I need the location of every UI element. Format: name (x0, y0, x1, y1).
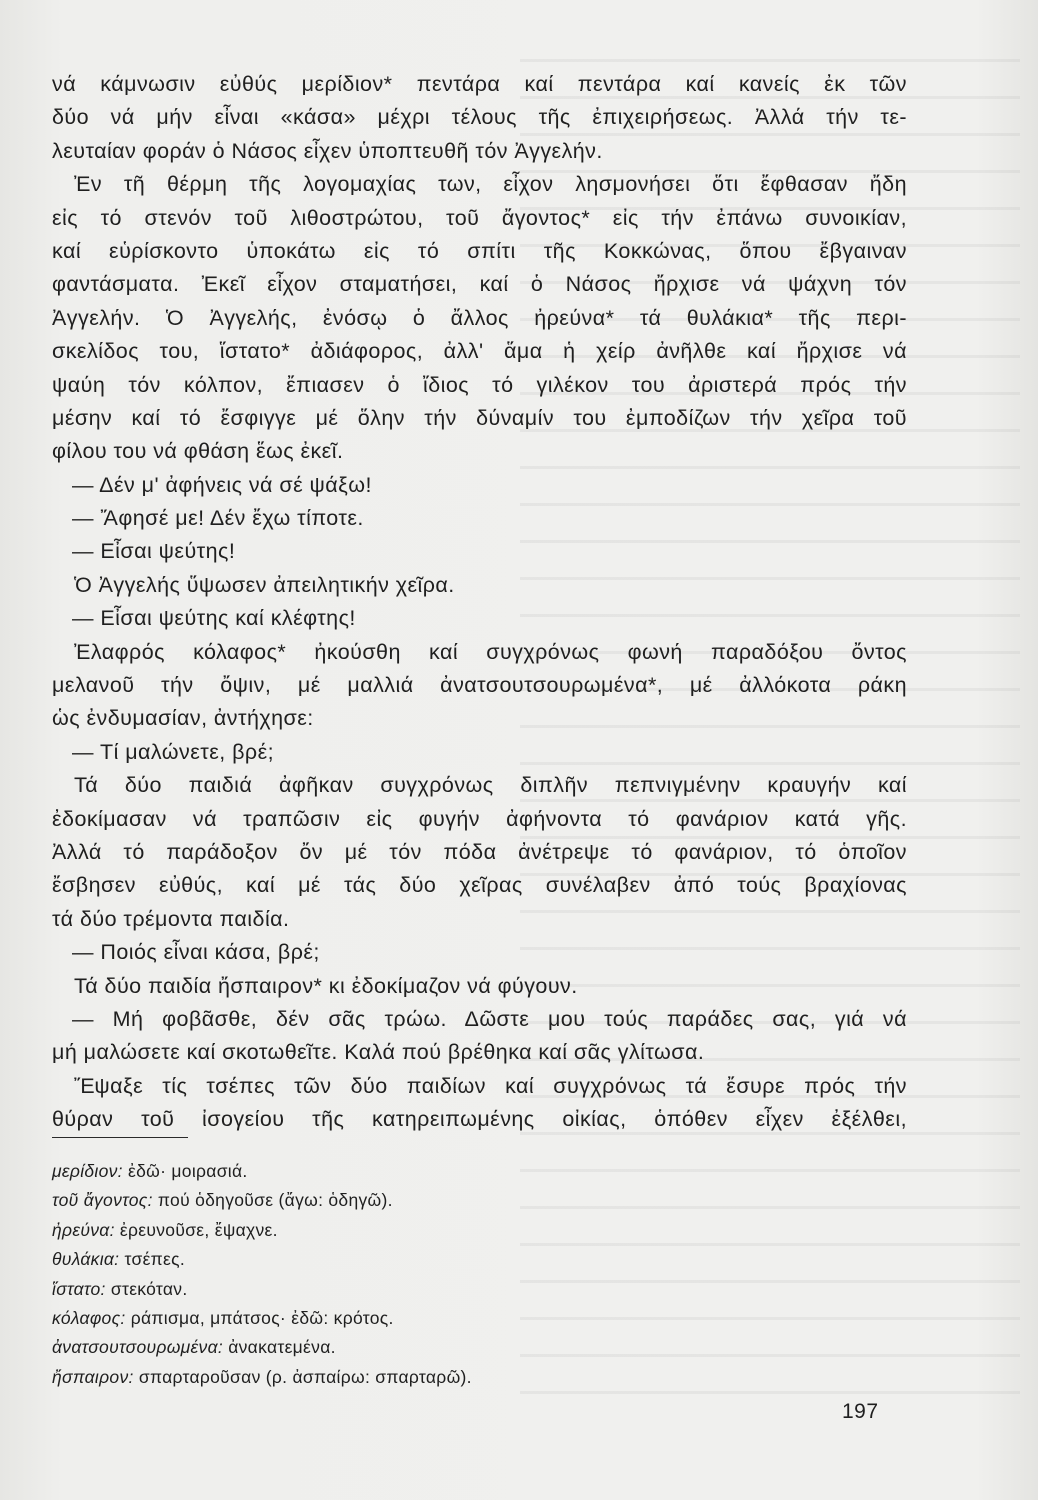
footnote (52, 1304, 752, 1333)
footnote-term: ἵστατο: (52, 1278, 106, 1299)
text-line: ψαύη τόν κόλπον, ἔπιασεν ὁ ἴδιος τό γιλέκον του ἀριστερά πρός τήν (52, 372, 907, 397)
text-line: θύραν τοῦ ἰσογείου τῆς κατηρειπωμένης οἰκίας, ὁπόθεν εἶχεν ἐξέλθει, (52, 1107, 907, 1132)
text-line: σκελίδος του, ἵστατο* ἀδιάφορος, ἀλλ' ἅμα ἡ χείρ ἀνῆλθε καί ἤρχισε νά (52, 339, 907, 364)
text-line: λευταίαν φοράν ὁ Νάσος εἶχεν ὑποπτευθῆ τόν Ἀγγελήν. (52, 138, 603, 163)
footnote-gloss: πού ὁδηγοῦσε (ἄγω: ὁδηγῶ). (157, 1190, 393, 1211)
text-line: εἰς τό στενόν τοῦ λιθοστρώτου, τοῦ ἄγοντος* εἰς τήν ἐπάνω συνοικίαν, (52, 205, 907, 230)
footnote (52, 1333, 752, 1362)
text-line: Τά δύο παιδιά ἀφῆκαν συγχρόνως διπλῆν πεπνιγμένην κραυγήν καί (74, 773, 907, 798)
main-text (52, 68, 907, 1137)
page-number: 197 (842, 1400, 879, 1423)
footnote-gloss: τσέπες. (124, 1249, 186, 1270)
text-line: μέσην καί τό ἔσφιγγε μέ ὅλην τήν δύναμίν του ἐμποδίζων τήν χεῖρα τοῦ (52, 405, 907, 430)
text-line: Ἔψαξε τίς τσέπες τῶν δύο παιδίων καί συγχρόνως τά ἔσυρε πρός τήν (74, 1073, 907, 1098)
text-line: μελανοῦ τήν ὄψιν, μέ μαλλιά ἀνατσουτσουρωμένα*, μέ ἀλλόκοτα ράκη (52, 673, 907, 698)
text-line: ἔσβησεν εὐθύς, καί μέ τάς δύο χεῖρας συνέλαβεν ἀπό τούς βραχίονας (52, 873, 907, 898)
footnote-term: ἠρεύνα: (52, 1219, 115, 1240)
text-line: δύο νά μήν εἶναι «κάσα» μέχρι τέλους τῆς ἐπιχειρήσεως. Ἀλλά τήν τε- (52, 105, 907, 130)
footnote-gloss: ράπισμα, μπάτσος· ἐδῶ: κρότος. (130, 1307, 394, 1328)
footnote-term: μερίδιον: (52, 1161, 123, 1181)
footnote (52, 1363, 752, 1392)
footnote (52, 1216, 752, 1245)
text-line: Τά δύο παιδία ἤσπαιρον* κι ἐδοκίμαζον νά φύγουν. (74, 973, 578, 998)
text-line: ἐδοκίμασαν νά τραπῶσιν εἰς φυγήν ἀφήνοντα τό φανάριον κατά γῆς. (52, 806, 907, 831)
text-line: Ἀγγελήν. Ὁ Ἀγγελής, ἐνόσῳ ὁ ἄλλος ἠρεύνα* τά θυλάκια* τῆς περι- (52, 305, 907, 330)
dialogue-line: — Μή φοβᾶσθε, δέν σᾶς τρώω. Δῶστε μου τούς παράδες σας, γιά νά (72, 1006, 907, 1031)
text-line: Ἐλαφρός κόλαφος* ἠκούσθη καί συγχρόνως φωνή παραδόξου ὄντος (74, 639, 907, 664)
dialogue-line: — Ἄφησέ με! Δέν ἔχω τίποτε. (72, 506, 364, 531)
footnote-term: θυλάκια: (52, 1249, 120, 1270)
text-line: Ὁ Ἀγγελής ὕψωσεν ἀπειλητικήν χεῖρα. (74, 572, 455, 597)
footnote-divider (52, 1137, 188, 1138)
dialogue-line: — Τί μαλώνετε, βρέ; (72, 739, 275, 764)
footnote-gloss: ἐδῶ· μοιρασιά. (128, 1161, 248, 1181)
footnotes (52, 1157, 752, 1392)
footnote-gloss: σπαρταροῦσαν (ρ. ἀσπαίρω: σπαρταρῶ). (138, 1366, 472, 1387)
dialogue-line: — Ποιός εἶναι κάσα, βρέ; (72, 940, 320, 965)
text-line: νά κάμνωσιν εὐθύς μερίδιον* πεντάρα καί πεντάρα καί κανείς ἐκ τῶν (52, 72, 907, 96)
text-line: καί εὑρίσκοντο ὑποκάτω εἰς τό σπίτι τῆς Κοκκώνας, ὅπου ἔβγαιναν (52, 238, 907, 263)
dialogue-line: — Εἶσαι ψεύτης καί κλέφτης! (72, 606, 356, 631)
dialogue-line: — Δέν μ' ἀφήνεις νά σέ ψάξω! (72, 472, 372, 497)
footnote-term: τοῦ ἄγοντος: (52, 1190, 153, 1211)
footnote-gloss: στεκόταν. (110, 1278, 188, 1299)
footnote-term: κόλαφος: (52, 1307, 126, 1328)
footnote-gloss: ἀνακατεμένα. (228, 1337, 336, 1358)
footnote (52, 1275, 752, 1304)
text-line: Ἐν τῆ θέρμη τῆς λογομαχίας των, εἶχον λησμονήσει ὅτι ἔφθασαν ἤδη (74, 172, 907, 197)
footnote (52, 1157, 752, 1186)
text-line: ὡς ἐνδυμασίαν, ἀντήχησε: (52, 706, 314, 731)
footnote (52, 1186, 752, 1215)
footnote (52, 1245, 752, 1274)
text-line: φίλου του νά φθάση ἕως ἐκεῖ. (52, 439, 344, 464)
text-line: φαντάσματα. Ἐκεῖ εἶχον σταματήσει, καί ὁ Νάσος ἤρχισε νά ψάχνη τόν (52, 272, 907, 297)
dialogue-line: — Εἶσαι ψεύτης! (72, 539, 236, 564)
text-line: μή μαλώσετε καί σκοτωθεῖτε. Καλά πού βρέθηκα καί σᾶς γλίτωσα. (52, 1040, 705, 1065)
footnote-term: ἤσπαιρον: (52, 1366, 134, 1387)
text-line: Ἀλλά τό παράδοξον ὄν μέ τόν πόδα ἀνέτρεψε τό φανάριον, τό ὁποῖον (52, 839, 907, 864)
footnote-gloss: ἐρευνοῦσε, ἔψαχνε. (119, 1219, 278, 1240)
text-line: τά δύο τρέμοντα παιδία. (52, 906, 290, 931)
footnote-term: ἀνατσουτσουρωμένα: (52, 1337, 224, 1358)
